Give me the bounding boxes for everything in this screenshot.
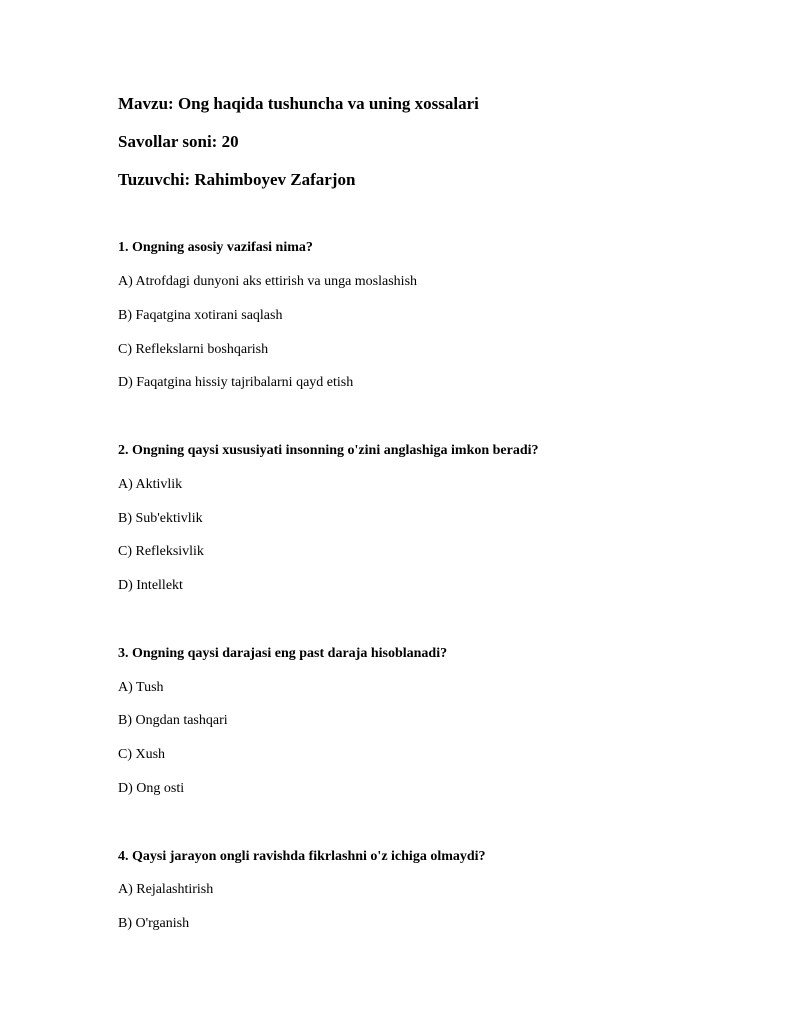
author-heading: Tuzuvchi: Rahimboyev Zafarjon [118, 170, 356, 189]
answer-option: C) Reflekslarni boshqarish [118, 342, 269, 357]
answer-option: D) Ong osti [118, 781, 185, 796]
answer-option: D) Intellekt [118, 578, 183, 593]
answer-option: A) Atrofdagi dunyoni aks ettirish va unga moslashish [118, 274, 418, 289]
topic-heading: Mavzu: Ong haqida tushuncha va uning xossalari [118, 94, 479, 113]
answer-option: C) Refleksivlik [118, 544, 204, 559]
question-title: 1. Ongning asosiy vazifasi nima? [118, 240, 313, 255]
question-title: 2. Ongning qaysi xususiyati insonning o'zini anglashiga imkon beradi? [118, 443, 539, 458]
answer-option: B) O'rganish [118, 916, 190, 931]
answer-option: B) Sub'ektivlik [118, 511, 203, 526]
answer-option: A) Aktivlik [118, 477, 183, 492]
question-count-heading: Savollar soni: 20 [118, 132, 239, 151]
answer-option: C) Xush [118, 747, 166, 762]
answer-option: B) Faqatgina xotirani saqlash [118, 308, 283, 323]
question-title: 4. Qaysi jarayon ongli ravishda fikrlashni o'z ichiga olmaydi? [118, 849, 486, 864]
question-title: 3. Ongning qaysi darajasi eng past daraja hisoblanadi? [118, 646, 448, 661]
answer-option: D) Faqatgina hissiy tajribalarni qayd etish [118, 375, 354, 390]
answer-option: A) Rejalashtirish [118, 882, 214, 897]
answer-option: A) Tush [118, 680, 164, 695]
answer-option: B) Ongdan tashqari [118, 713, 228, 728]
